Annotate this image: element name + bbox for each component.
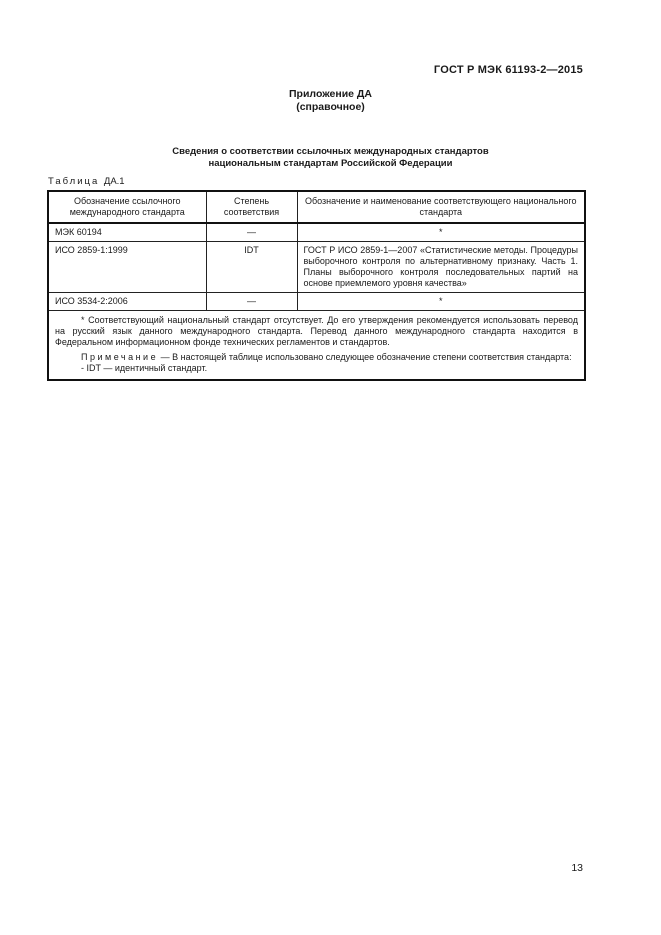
table-notes-row	[48, 311, 585, 381]
appendix-subtitle: (справочное)	[296, 101, 365, 113]
note-text: — В настоящей таблице использовано следующее обозначение степени соответствия стандарта:	[160, 352, 572, 362]
table-note	[55, 352, 578, 363]
page-number: 13	[571, 862, 583, 874]
table-caption-number: ДА.1	[103, 176, 125, 187]
column-header-national-standard: Обозначение и наименование соответствующего национального стандарта	[297, 191, 585, 223]
standard-code-header: ГОСТ Р МЭК 61193-2—2015	[433, 64, 583, 76]
table-row	[48, 293, 585, 311]
national-standard-cell: *	[297, 223, 585, 242]
degree-cell: IDT	[206, 242, 297, 293]
degree-cell: —	[206, 223, 297, 242]
national-standard-cell: ГОСТ Р ИСО 2859-1—2007 «Статистические методы. Процедуры выборочного контроля по альтернативному признаку. Часть 1. Планы выборочного контроля последовательных партий на основе приемлемого уровня качества»	[297, 242, 585, 293]
appendix-title: Приложение ДА	[289, 88, 372, 100]
note-item: - IDT — идентичный стандарт.	[81, 363, 208, 373]
national-standard-cell: *	[297, 293, 585, 311]
table-row	[48, 223, 585, 242]
note-label: Примечание	[81, 352, 159, 362]
column-header-degree: Степень соответствия	[206, 191, 297, 223]
table-caption-label: Таблица	[48, 176, 100, 187]
standards-table	[47, 190, 586, 381]
intl-standard-cell: ИСО 2859-1:1999	[48, 242, 206, 293]
table-caption	[48, 176, 125, 187]
table-row	[48, 242, 585, 293]
degree-cell: —	[206, 293, 297, 311]
intl-standard-cell: ИСО 3534-2:2006	[48, 293, 206, 311]
section-title-line-1: Сведения о соответствии ссылочных международных стандартов	[172, 146, 489, 157]
table-footnote: * Соответствующий национальный стандарт отсутствует. До его утверждения рекомендуется использовать перевод на русский язык данного международного стандарта. Перевод данного международного стандарта находится в Федеральном информационном фонде технических регламентов и стандартов.	[55, 315, 578, 347]
intl-standard-cell: МЭК 60194	[48, 223, 206, 242]
table-header-row	[48, 191, 585, 223]
table-notes-cell	[48, 311, 585, 381]
section-title	[0, 146, 661, 169]
column-header-intl-standard: Обозначение ссылочного международного стандарта	[48, 191, 206, 223]
section-title-line-2: национальным стандартам Российской Федерации	[208, 157, 453, 169]
